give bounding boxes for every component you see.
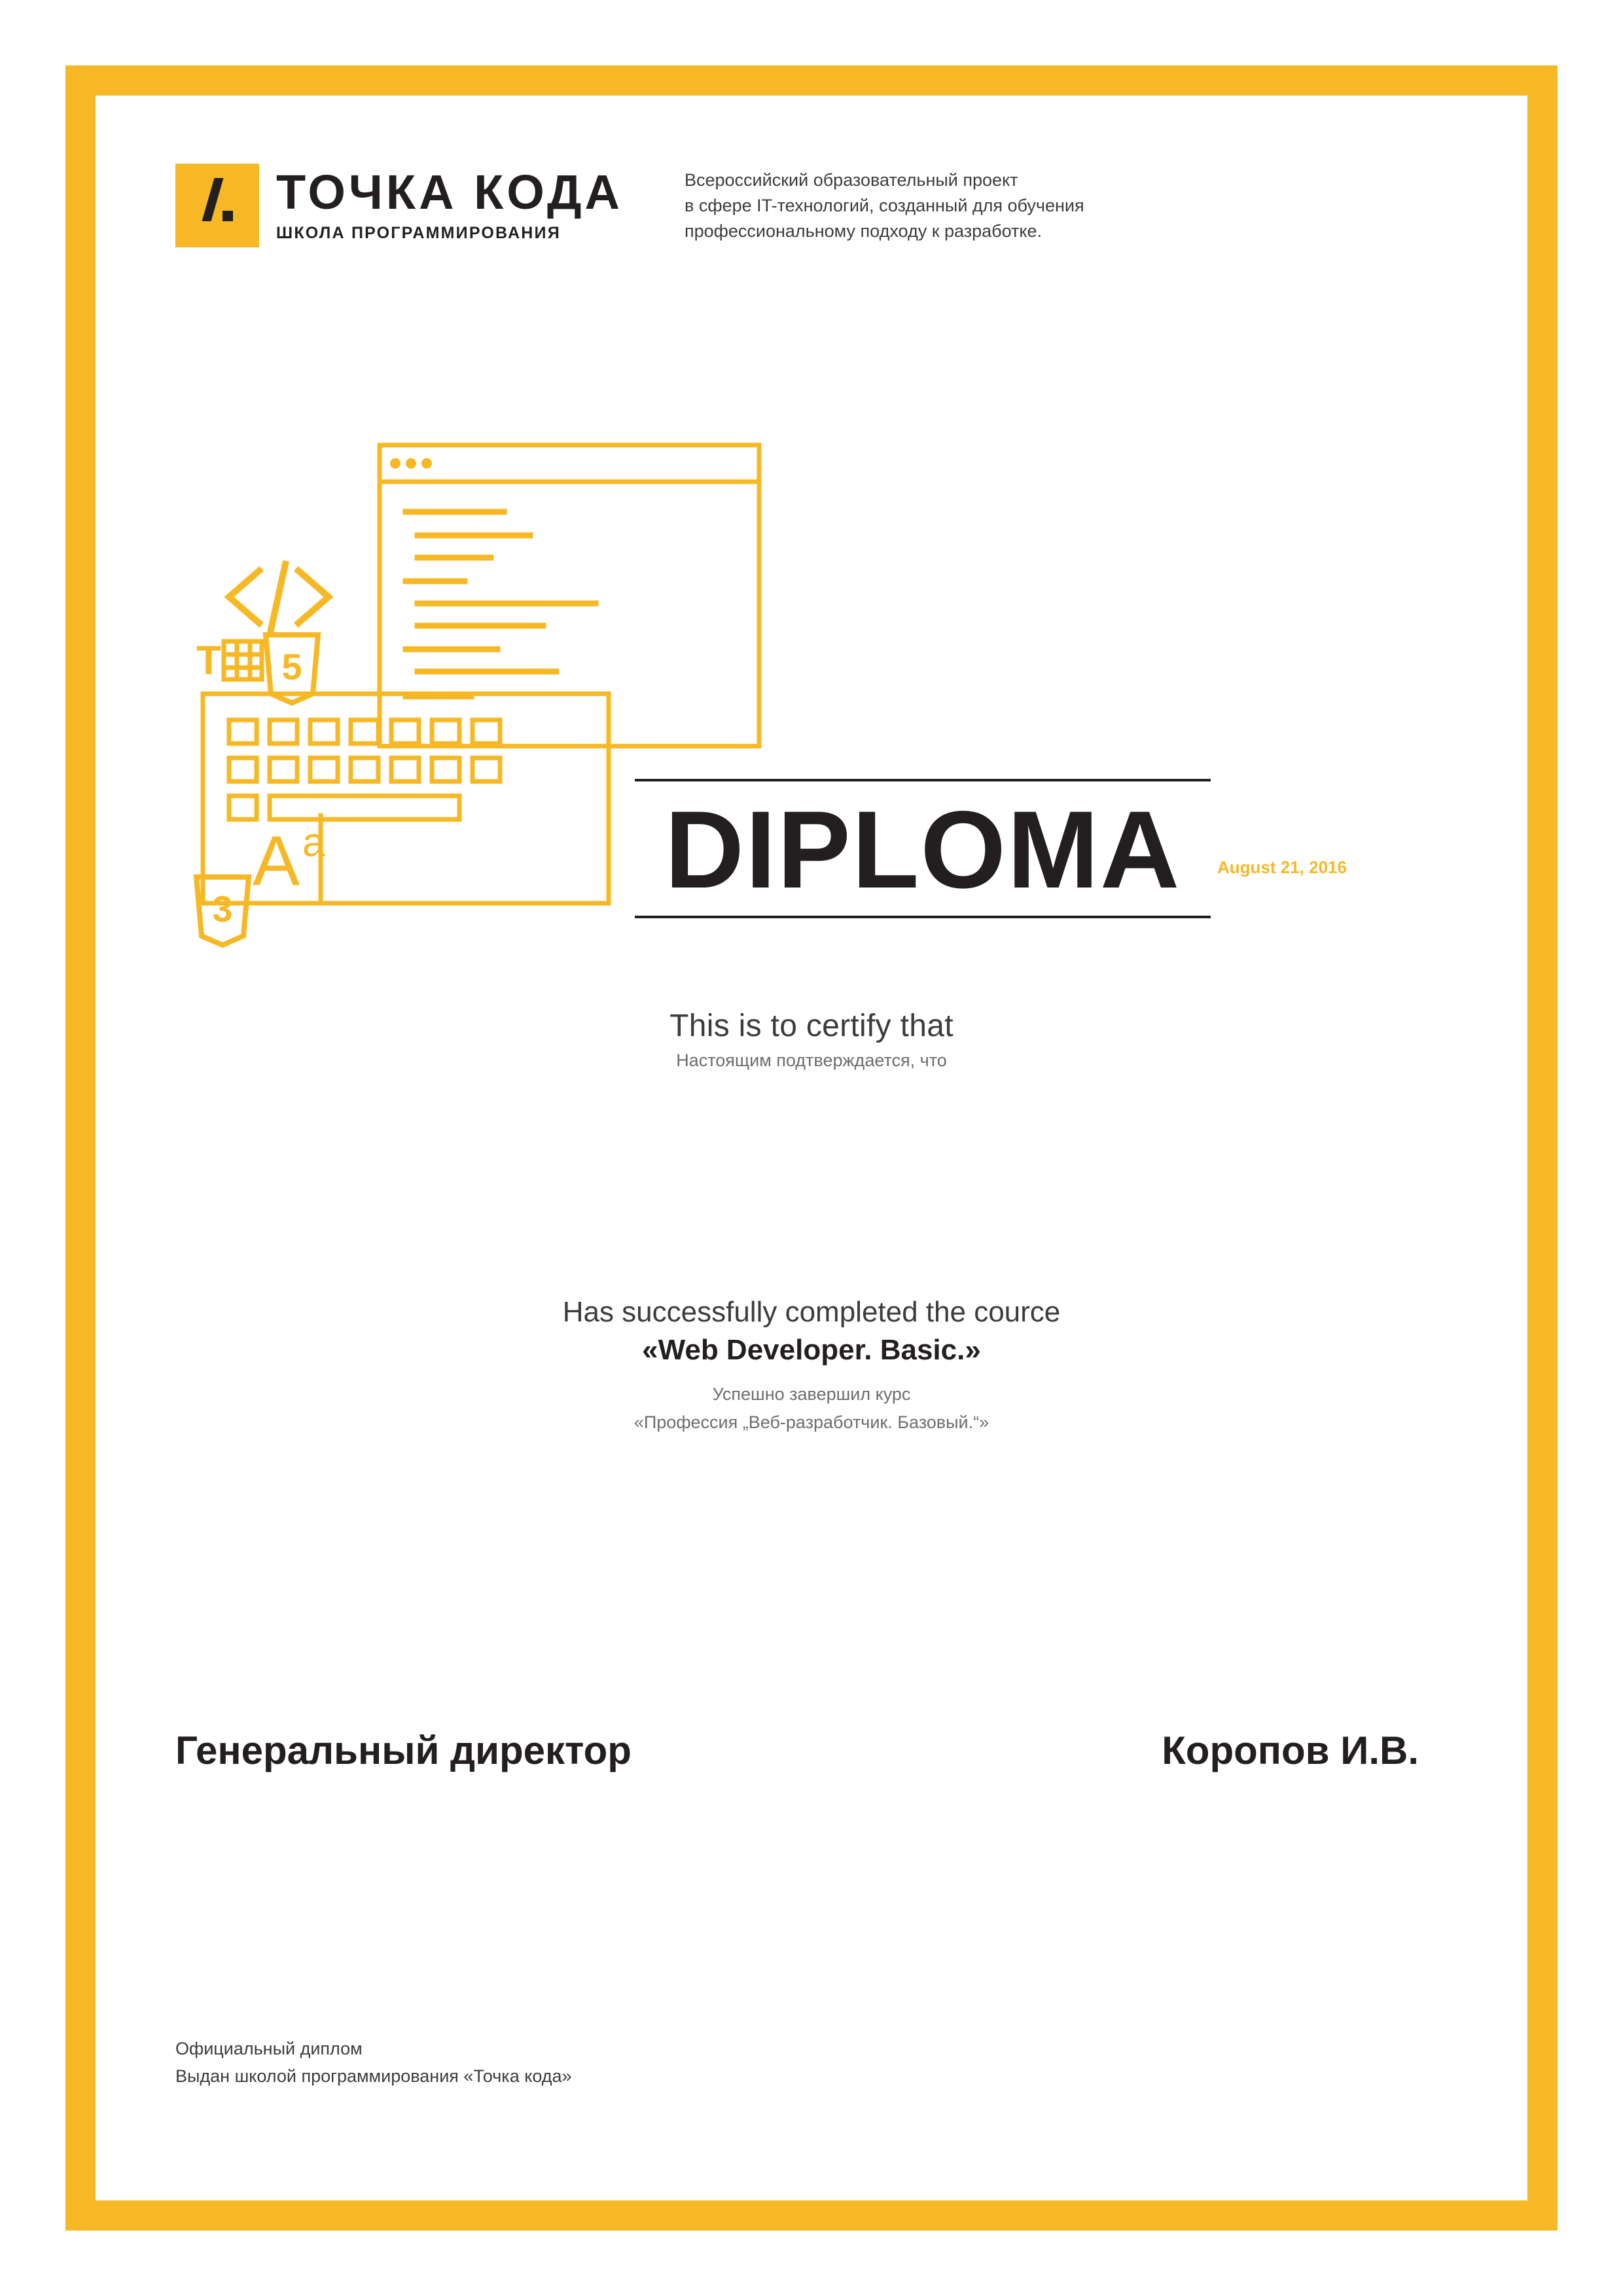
diploma-title: DIPLOMA — [664, 788, 1181, 911]
course-name-ru: «Профессия „Веб-разработчик. Базовый.“» — [633, 1412, 990, 1432]
rule-top — [635, 779, 1211, 781]
svg-text:A: A — [253, 821, 300, 900]
header-description-line-3: профессиональному подходу к разработке. — [685, 221, 1043, 242]
brand-logo — [175, 164, 623, 247]
diploma-title-block — [635, 779, 1347, 918]
slash-dot-logo-icon — [175, 164, 259, 247]
header-description-line-2: в сфере IT-технологий, созданный для обучения — [685, 196, 1084, 216]
footer — [175, 2036, 572, 2090]
header-description — [685, 168, 1084, 244]
signature-role: Генеральный директор — [175, 1729, 632, 1772]
course-completed-en: Has successfully completed the cource — [562, 1296, 1061, 1328]
brand-wordmark — [276, 165, 623, 243]
footer-line-1: Официальный диплом — [175, 2039, 363, 2058]
certify-block — [0, 1008, 1623, 1071]
certificate-inner-area — [96, 96, 1527, 2200]
certify-text-ru: Настоящим подтверждается, что — [676, 1050, 947, 1070]
brand-subtitle: ШКОЛА ПРОГРАММИРОВАНИЯ — [276, 224, 561, 242]
course-block — [0, 1296, 1623, 1435]
brand-title: ТОЧКА КОДА — [276, 165, 623, 219]
svg-text:T: T — [196, 638, 221, 683]
diploma-date: August 21, 2016 — [1217, 857, 1347, 877]
signature-name: Коропов И.В. — [1162, 1729, 1419, 1772]
course-name-en: «Web Developer. Basic.» — [642, 1334, 981, 1366]
course-completed-ru: Успешно завершил курс — [712, 1384, 911, 1404]
svg-text:a: a — [302, 820, 325, 865]
svg-text:3: 3 — [212, 888, 233, 929]
coding-illustration — [190, 419, 883, 1060]
header-description-line-1: Всероссийский образовательный проект — [685, 170, 1018, 190]
certify-text-en: This is to certify that — [669, 1009, 954, 1043]
rule-bottom — [635, 916, 1211, 918]
svg-text:5: 5 — [281, 646, 302, 687]
header — [175, 164, 1419, 247]
footer-line-2: Выдан школой программирования «Точка кода» — [175, 2066, 572, 2086]
signature-row — [175, 1728, 1419, 1773]
